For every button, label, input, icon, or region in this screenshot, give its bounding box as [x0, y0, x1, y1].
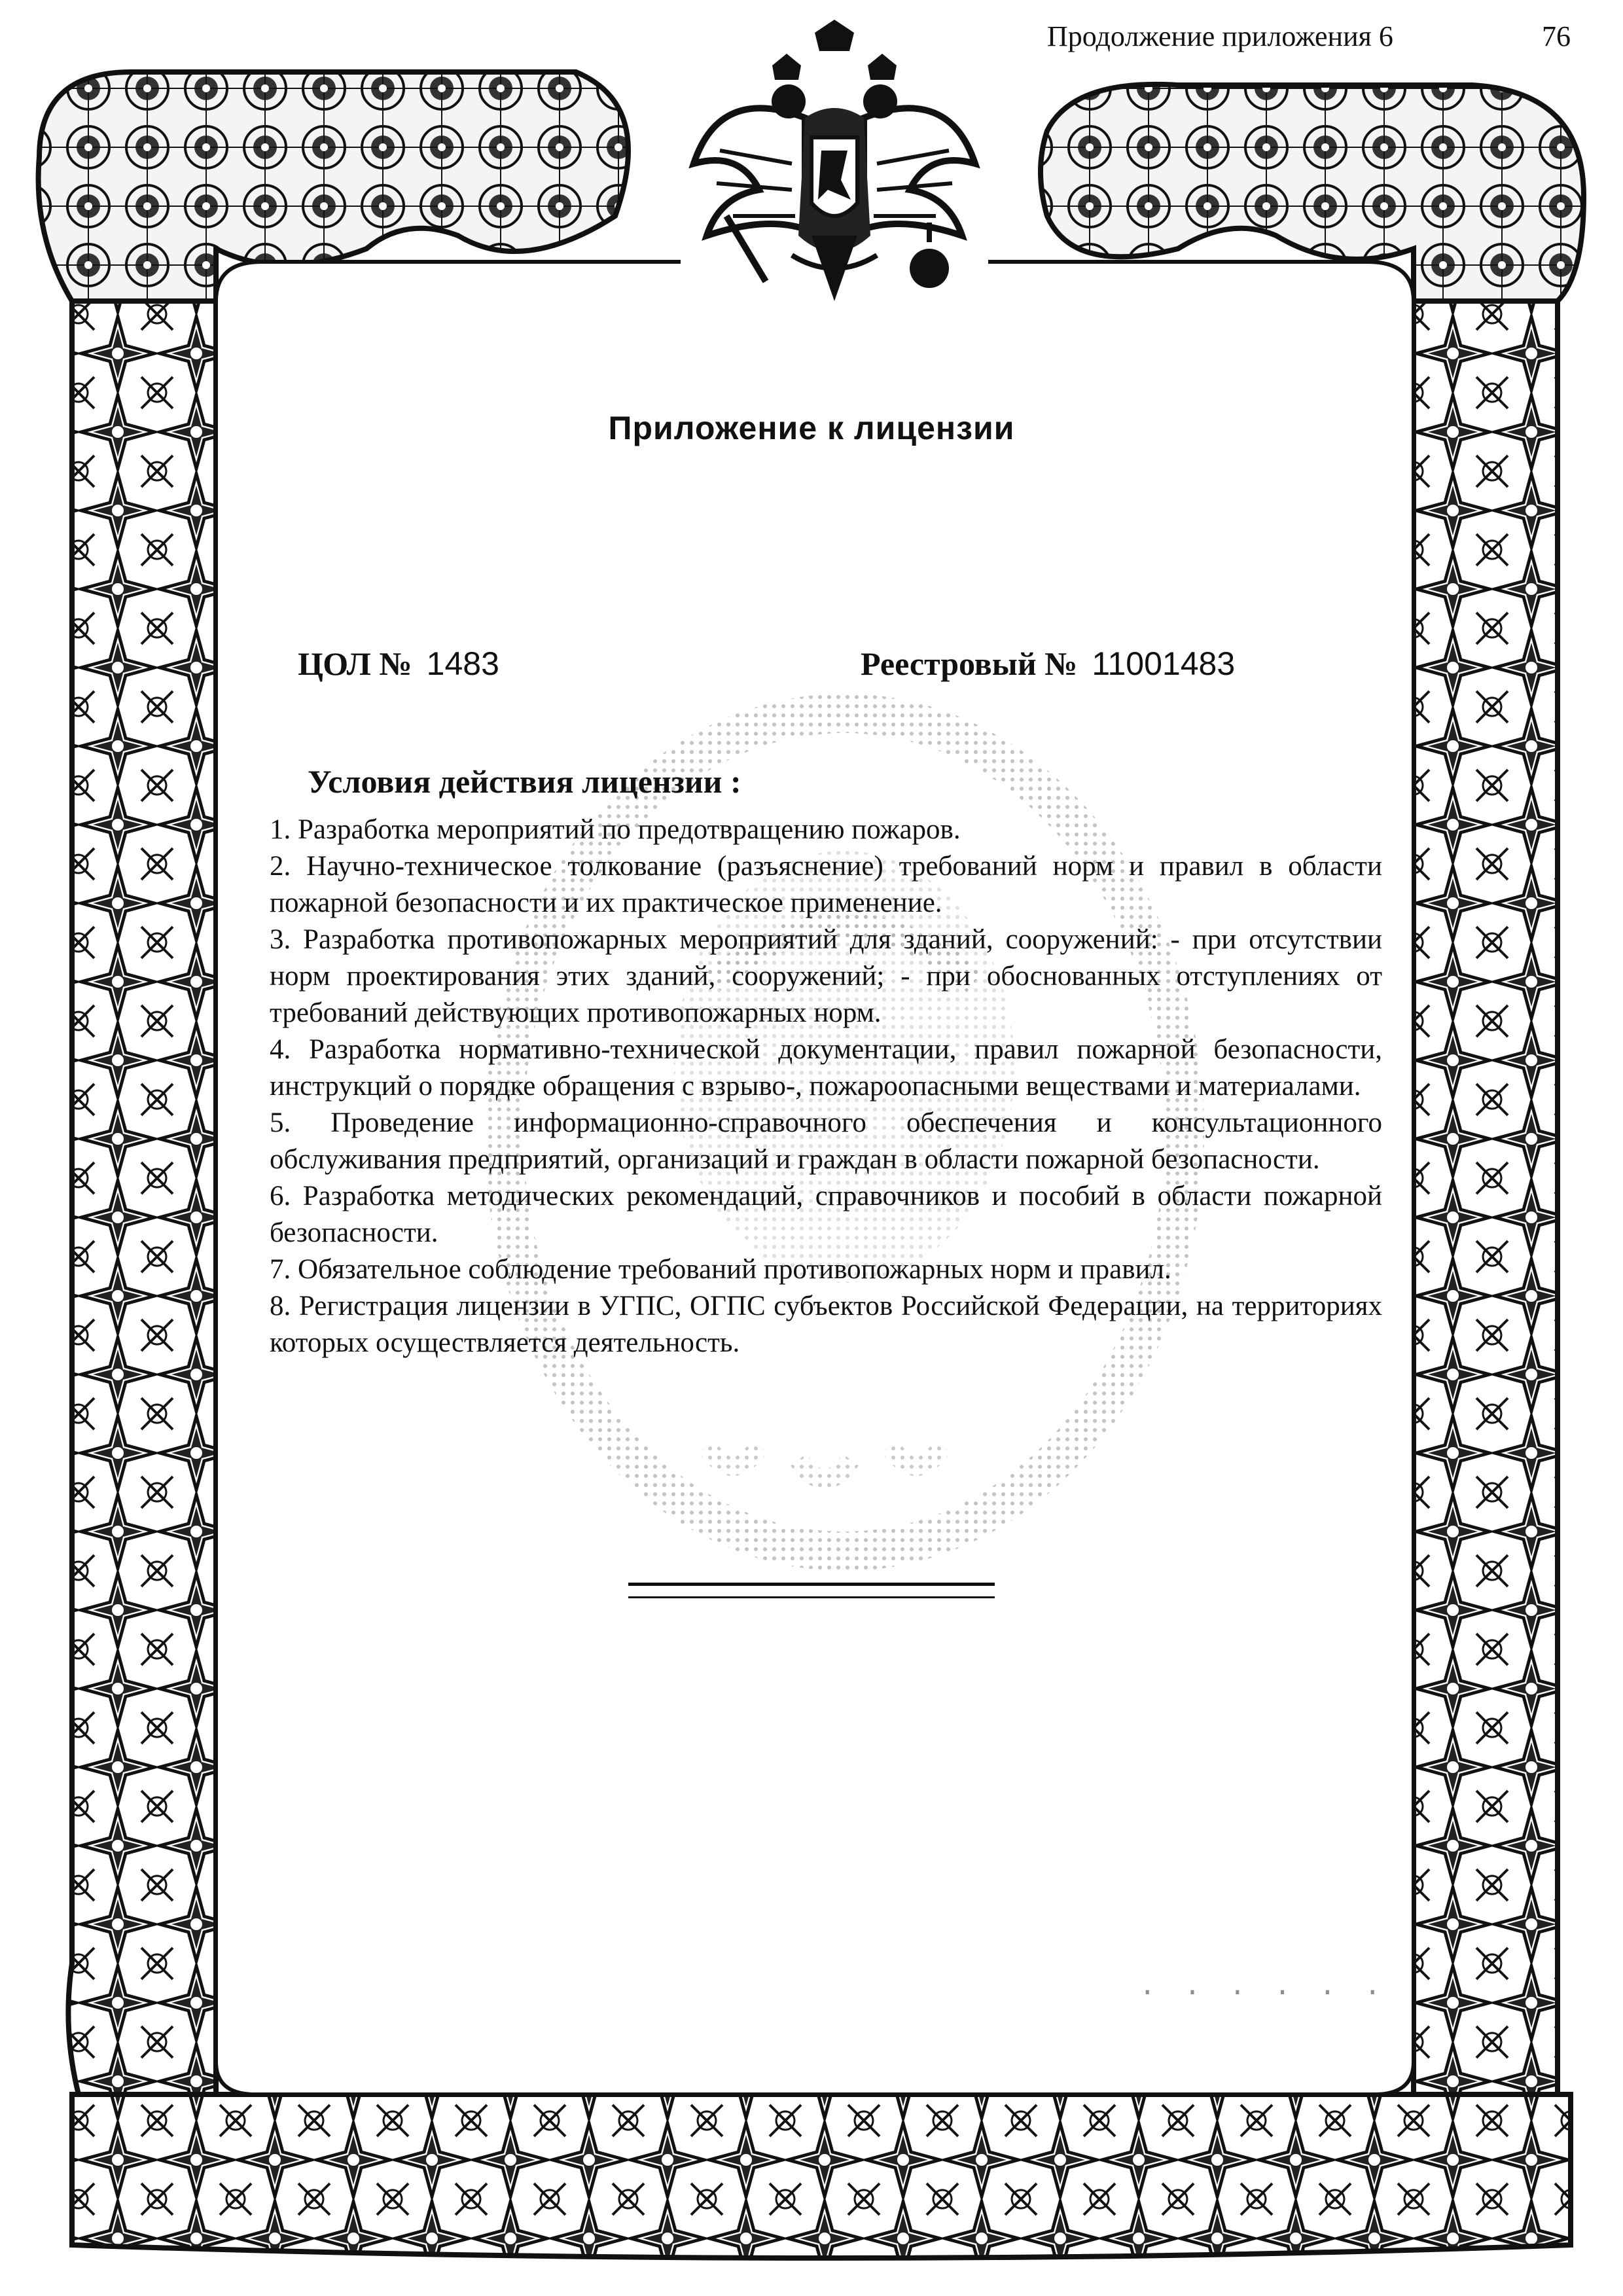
conditions-heading: Условия действия лицензии :: [308, 763, 741, 800]
condition-item: 4. Разработка нормативно-технической документации, правил пожарной безопасности, инструкций о порядке обращения с взрыво-, пожароопасными веществами и материалами.: [270, 1034, 1382, 1102]
registry-number-block: [861, 645, 1235, 683]
condition-item: 8. Регистрация лицензии в УГПС, ОГПС субъектов Российской Федерации, на территориях которых осуществляется деятельность.: [270, 1291, 1382, 1358]
page-title: Приложение к лицензии: [608, 410, 1015, 446]
condition-item: 2. Научно-техническое толкование (разъяснение) требований норм и правил в области пожарной безопасности и их практическое применение.: [270, 851, 1382, 918]
page-number: 76: [1542, 20, 1571, 52]
conditions-list: [270, 812, 1382, 1361]
faint-serial-mark: · · · · · ·: [1139, 1977, 1387, 2009]
condition-item: 6. Разработка методических рекомендаций, справочников и пособий в области пожарной безопасности.: [270, 1181, 1382, 1248]
registration-line: [298, 645, 1332, 697]
registry-number: 11001483: [1092, 645, 1236, 682]
condition-item: 1. Разработка мероприятий по предотвращению пожаров.: [270, 814, 961, 845]
col-label: ЦОЛ №: [298, 645, 412, 682]
col-number-block: [298, 645, 499, 683]
signature-rule: [628, 1583, 995, 1598]
condition-item: 3. Разработка противопожарных мероприятий для зданий, сооружений: - при отсутствии норм проектирования этих зданий, сооружений; - при обоснованных отступлениях от требований действующих противопожарных норм.: [270, 924, 1382, 1028]
running-header: [1047, 20, 1571, 53]
registry-label: Реестровый №: [861, 645, 1078, 682]
condition-item: 7. Обязательное соблюдение требований противопожарных норм и правил.: [270, 1254, 1171, 1285]
condition-item: 5. Проведение информационно-справочного обеспечения и консультационного обслуживания предприятий, организаций и граждан в области пожарной безопасности.: [270, 1107, 1382, 1175]
col-number: 1483: [426, 645, 499, 682]
coat-of-arms-icon: [681, 20, 988, 308]
running-title: Продолжение приложения 6: [1047, 20, 1393, 52]
